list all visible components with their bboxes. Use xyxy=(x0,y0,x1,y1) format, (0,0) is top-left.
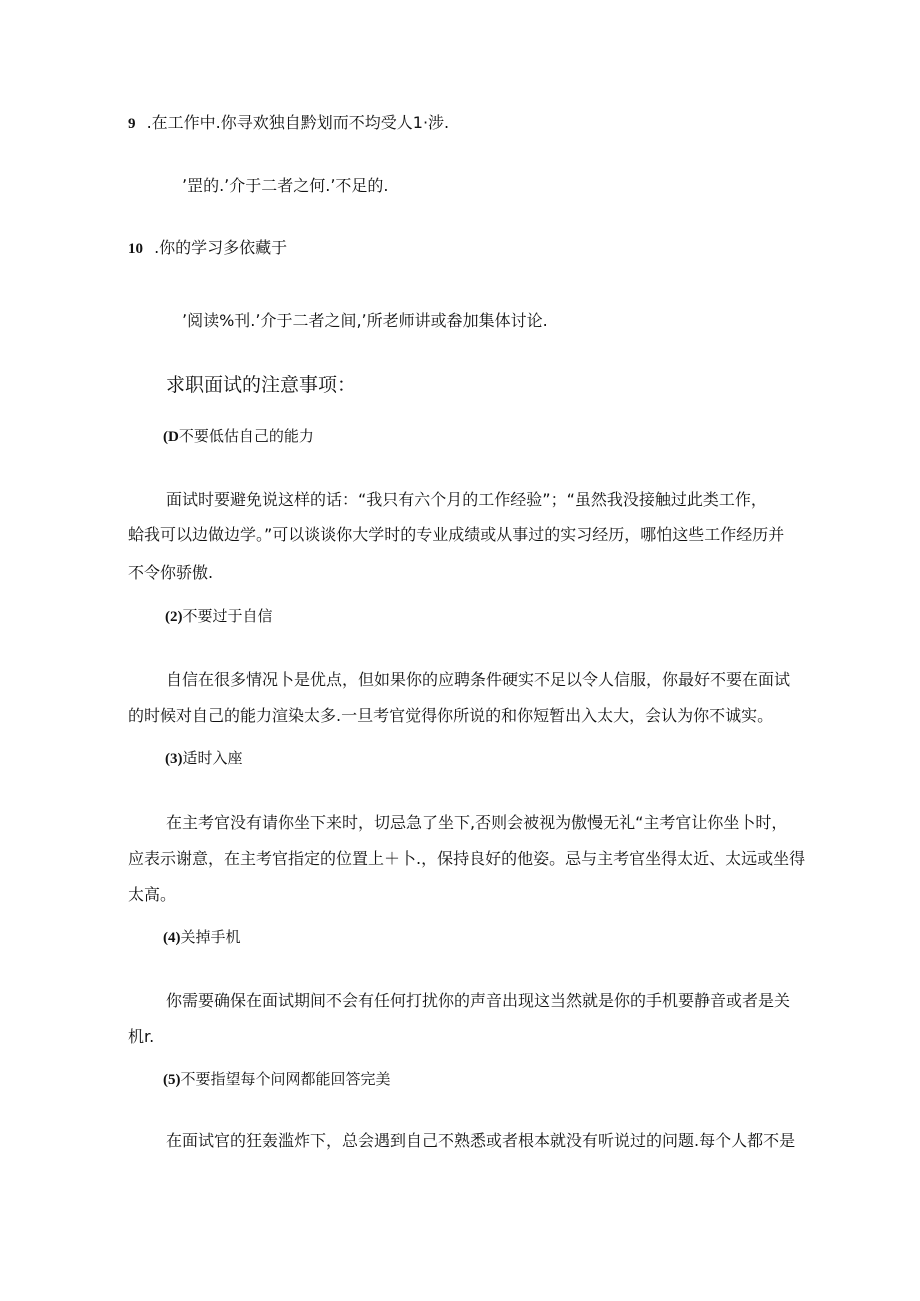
paragraph-line: 不令你骄傲. xyxy=(128,563,214,582)
item-number: (2) xyxy=(165,609,183,625)
paragraph-line: 的时候对自己的能力渲染太多.一旦考官觉得你所说的和你短暂出入太大，会认为你不诚实。 xyxy=(128,706,774,725)
paragraph-line: 面试时要避免说这样的话：“我只有六个月的工作经验”；“虽然我没接触过此类工作， xyxy=(166,490,767,509)
item-heading-1 xyxy=(163,426,314,447)
question-9-options: ʼ罡的.ʼ介于二者之何.ʼ不足的. xyxy=(182,176,389,195)
item-title: 关掉手机 xyxy=(180,928,241,946)
paragraph-line: 在面试官的狂轰滥炸下，总会遇到自己不熟悉或者根本就没有听说过的问题.每个人都不是 xyxy=(166,1131,796,1150)
item-heading-4 xyxy=(163,927,241,948)
question-number: 9 xyxy=(128,116,136,132)
question-number: 10 xyxy=(128,241,143,257)
question-text: .你的学习多依藏于 xyxy=(154,238,288,257)
question-10-options: ʼ阅读%刊.ʼ介于二者之间,ʼ所老师讲或畚加集体讨论. xyxy=(182,311,548,330)
item-title: 不要指望每个问网都能回答完美 xyxy=(180,1070,391,1088)
question-9 xyxy=(128,113,449,134)
item-number: (5) xyxy=(163,1072,181,1088)
item-number: (3) xyxy=(165,751,183,767)
item-title: 不要过于自信 xyxy=(182,607,273,625)
paragraph-line: 太高。 xyxy=(128,885,177,904)
item-title: 不要低估自己的能力 xyxy=(178,427,314,445)
paragraph-line: 应表示谢意，在主考官指定的位置上＋卜.，保持良好的他姿。忌与主考官坐得太近、太远或坐得 xyxy=(128,849,806,868)
paragraph-line: 在主考官没有请你坐下来时，切忌急了坐下,否则会被视为傲慢无礼“主考官让你坐卜时， xyxy=(166,813,788,832)
section-title: 求职面试的注意事项： xyxy=(166,374,357,396)
paragraph-line: 你需要确保在面试期间不会有任何打扰你的声音出现这当然就是你的手机要静音或者是关 xyxy=(166,991,791,1010)
item-number: (4) xyxy=(163,930,181,946)
paragraph-line: 蛤我可以边做边学。”可以谈谈你大学时的专业成绩或从事过的实习经历，哪怕这些工作经历并 xyxy=(128,525,785,544)
item-number: (D xyxy=(163,429,179,445)
question-text: .在工作中.你寻欢独自黔划而不均受人1·涉. xyxy=(146,113,450,132)
question-10 xyxy=(128,238,287,259)
item-heading-2 xyxy=(165,606,273,627)
item-heading-5 xyxy=(163,1069,391,1090)
item-title: 适时入座 xyxy=(182,749,243,767)
paragraph-line: 机r. xyxy=(128,1027,155,1046)
item-heading-3 xyxy=(165,748,243,769)
paragraph-line: 自信在很多情况卜是优点，但如果你的应聘条件硬实不足以令人信服，你最好不要在面试 xyxy=(166,670,791,689)
